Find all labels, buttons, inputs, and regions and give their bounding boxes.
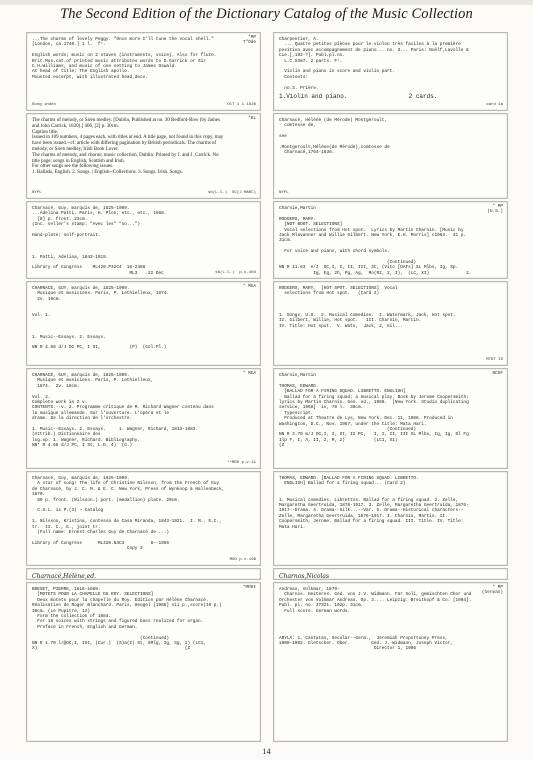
top-rule	[0, 0, 533, 5]
card-text: THOMAS, EDWARD. [BALLAD FOR A FIRING SQUAD. LIBRETTO. ENGLISH] Ballad for a firing squad... (Card 2) 1. Musical comedies. Librettos. Ballad for a firing squad. 2. Zelle, Margaretha Geertruida, 1876-1917. 3. Zelle, Margaretha Geertruida, 1876-1917--Drama. 4. Drama--Silk...--Var. 5. Drama--Historical characters--Zelle, Margaretha Geertruida, 1876-1917. I. Charnin, Martin. II. Coopersmith, Jerome. Ballad for a firing squad. III. Title. IV. Title: Mata Hari.	[279, 476, 469, 530]
call-number: * MP (U.S.)	[487, 204, 503, 214]
catalog-card	[26, 32, 261, 111]
card-footer-right: MOD p.v.198	[229, 558, 256, 563]
card-text: Charnin,Martin THOMAS, EDWARD. [BALLAD FOR A FIRING SQUAD. LIBRETTO. ENGLISH] Ballad for a firing squad; a musical play. Book by Jerome Coopersmith; lyrics by Martin Charnin. Gen. ed., 1968. [New York. Studio duplicating service, 1968] iv, 78 l. 30cm. Typescript. Produced at Theatre de Lys, New York, Dec. 11, 1968. Produced in Washington, D.C., Nov. 1967, under the title: Mata Hari. (Continued) NN R 3.70 m/J OC,I, I, St, II PC, I, I, II, III SL Mlbs, Ig, Ig, Dl Fg Ilp F, I, A, II, 2, M, 2) (LC1, X1) (Z	[279, 373, 469, 449]
page-number: 14	[262, 747, 271, 756]
card-footer	[32, 461, 256, 466]
page-title: The Second Edition of the Dictionary Catalog of the Music Collection	[60, 6, 473, 22]
card-footer	[32, 558, 256, 563]
card-text: Charnacé, Hélène (de Mérode) Montgeroult, comtesse de, see .Montgeroult,Hélène(de Mérode),comtesse de Charnacé,1764-1836.	[279, 118, 390, 156]
catalog-card	[26, 368, 261, 469]
card-footer	[279, 358, 503, 363]
catalog-card	[26, 113, 261, 199]
catalog-card	[273, 201, 508, 279]
call-number: NCOF	[492, 371, 503, 376]
catalog-card	[26, 201, 261, 279]
call-number: * MGA	[242, 284, 256, 289]
card-subject-line: 1.Violin and piano. 2 cards.	[279, 93, 438, 101]
catalog-card	[273, 568, 508, 580]
card-text: Charnacé, Guy, marquis de, 1825-1909. ...Adelina Patti. Paris, H. Plon; etc., etc., 1868. [8] p. front. 23cm. (Inc. seller's stamp: "Avec les" "no...") Hand-plate; self-portrait. 1. Patti, Adelina, 1843-1919. Library of Congress ML420.P32C4 16-2466 ML3 .22 Dec	[32, 206, 167, 276]
card-footer	[279, 191, 503, 196]
right-card-column	[273, 32, 508, 742]
card-text: CHARNACÉ, GUY, marquis de, 1825-1909. Musique et musiciens. Paris, P. Lethielleux, 1874. 2v. 18cm. Vol. 2. Complete work in 2 v. CONTENTS.--v. 2. Programme critique de M. Richard Wagner contenu dans la musique allemande. Sur l'ouverture. L'opéra et le drame. De la direction de l'orchestre. 1. Music--Essays. 2. Essays. 1. Wagner, Richard, 1813-1883. (Attrib.) Dictionnaire des log.sp. 1. Wagner, Richard. Bibliography. NN* R 4.68 d/J PC, I St, L.D. 4) (G.)	[32, 373, 214, 449]
catalog-card	[273, 582, 508, 742]
card-text: CHARNACÉ, GUY, marquis de, 1825-1909. Musique et musiciens. Paris, P. Lethielleux, 1874. 2v. 19cm. Vol. 1. 1. Music--Essays. 2. Essays. NN R 4.68 d/J OC PC, I St, (P) (Gol.Pl.)	[32, 286, 170, 351]
card-footer-left: NYPL	[279, 191, 289, 196]
card-footer-right: MTKT ID	[486, 358, 503, 363]
catalog-card	[273, 368, 508, 469]
card-footer-right: OCT 1 1 1926	[227, 103, 256, 108]
card-text: ...The charms of lovely Peggy. "Once more I'll tune the vocal shell." [London, ca.1740.] 1 l. f°. English words; music on 2 staves (instruments, voice). Also for flute. Brit.Mus.cat.of printed music attributes words to D.Garrick or Sir C.H.Williams, and music of one setting to James Oswald. At head of title: The English apollo. Mounted excerpt, with illustrated head,deco.	[32, 37, 217, 80]
card-text: Andreas, Volkmar, 1879- Charnos. Heiteres. Ged. von J.V. Widmann. Für Soli, gemischten Chor und Orchester von Volkmar Andreas. Op. 3.... Leipzig: Breitkopf & Co. [1904]. Publ. pl. no. 37321. 102p. 31cm. Full score. German words. ARYLA: 1. Cantatas, Secular--Germ., Jeremiah Proportuney Press, 1900-1902. Gletscher. Ober. Ged. J. Widmann, Joseph Victor, Director 1, 1906	[279, 587, 472, 652]
card-footer-right: sb(L.C.) SC(J MARC)	[207, 191, 256, 196]
card-text: The charms of melody, or Siren medley. [Dublin, Published at no. 30 Bedford-Row (by James and John Carrick, 1820).] 406, [2] p. 30cm. Caption title. Issued in 109 numbers, 4 pages each, with titles at end. A title page, not found in this copy, may have been issued.--cf. article with differing pagination by British periodicals. The charms of melody, or Siren medley, Irish Book Lover. The charms of melody, and chorus; music collection, Dublin: Printed by J. and J. Carrick. No title page; songs in English, Scottish and Irish. For other songs see the following issues. 1. Ballads, English. 2. Songs. | English--Collections. 3. Songs. Irish. Songs.	[32, 118, 224, 176]
catalog-card	[273, 471, 508, 566]
card-text: BOESET, PIERRE, 1616-1689. [MOTETS POUR LA CHAPELLE DU ROY. SELECTIONS] Deux motets pour la chapelle du Roy. Édition par Hélène Charnacé. Réalisation de Roger Blanchard. Paris, Heugel [1966] vii p.,score(16 p.) 30cm. (Le Pupitre, 12) Form the collection of 1684. For 18 voices with strings and figured bass realized for organ. Preface in French, English and German. (Continued) NN R 1.70 l/@OC,I, ISt, (Cur.) (S)a(I) St, SMlg, Ig, Sg, 2) (LC1, X) (Z	[32, 587, 222, 652]
catalog-card	[273, 32, 508, 111]
card-footer-left: NYPL	[32, 191, 42, 196]
card-footer-right: "*MDD p.v.21	[227, 461, 256, 466]
card-footer	[279, 103, 503, 108]
card-footer-right: card 1a	[486, 103, 503, 108]
card-text: Charpentier, A. ... Quatre petites pièces pour le violon très faciles à la première position avec accompagnement de piano... no. 3... Paris: Noëlf,Lavolle & Cie.[,192-?]. Publ.pl.no. L.C.5387. 2 parts. F°. Violin and piano in score and violin part. Contents: no.3. Prière.	[279, 37, 469, 91]
card-text: RODGERS, MARY. [HOT SPOT. SELECTIONS] Vocal selections from Hot spot. (Card 2) 1. Songs, U.S. 2. Musical comedies. I. Watermark, Jack, Hot spot. II. Gilbert, Willie, Hot spot. III. Charnin, Martin. IV. Title: Hot spot. V. Wats, Jack, 2, Gil...	[279, 286, 456, 329]
card-grid	[26, 32, 508, 742]
call-number: * MGA	[242, 371, 256, 376]
card-footer	[32, 271, 256, 276]
catalog-card	[273, 113, 508, 199]
catalog-card	[26, 281, 261, 366]
call-number: *MP T"Ode	[242, 35, 256, 45]
catalog-card	[26, 471, 261, 566]
call-number: * MP (German)	[481, 585, 503, 595]
card-footer	[32, 103, 256, 108]
card-footer	[32, 191, 256, 196]
catalog-card	[26, 582, 261, 742]
catalog-card	[273, 281, 508, 366]
left-card-column	[26, 32, 261, 742]
card-text: Charnacé,Hélène,ed.	[32, 573, 97, 580]
catalog-card	[26, 568, 261, 580]
call-number: *MRHI	[242, 585, 256, 590]
card-text: Charnos,Nicolas	[279, 573, 330, 580]
card-footer-left: Song index	[32, 103, 57, 108]
card-text: Charnacé, Guy, marquis de, 1825-1909. A star of song! The life of Christine Nilsson, from the French of Guy de Charnacé, by J. C. M. & E. C. New York, Press of Wynkoop & Hallenbeck, 1870. 89 p. front. (Nilsson.) port. (medallion) plate. 20cm. C.S.L. is P.(3) ~ Catalog 1. Nilsson, Kristina, contessa de Casa Miranda, 1843-1921. I. M., E.C., tr. II. C., E., joint tr. (Full name: Ernest Charles Guy de Charnacé de ...) Library of Congress ML420.N4C4 8--1956 Copy 3	[32, 476, 225, 552]
call-number: *KL	[248, 116, 256, 121]
card-text: Charnie,Martin RODGERS, MARY. [NOT BOOT. SELECTIONS] Vocal selections from Hot spot. Lyrics by Martin Charnin. [Music by Jack Mlavanner and Willie Gilbert. New York, E.H. Morris] c1963. 41 p. 31cm. For voice and piano, with chord symbols. (Continued) NN R 11.63 e/J OC,I, I, II, III, St, (Vito [DAFs] SL Mlbs, Ig, Sp. Ig, Eg, 2h, Pg, Ag, Mo(R2, 2, I), (LC, XI) 2.	[279, 206, 472, 276]
card-footer-right: sb(L.C.) p.v.404	[215, 271, 256, 276]
